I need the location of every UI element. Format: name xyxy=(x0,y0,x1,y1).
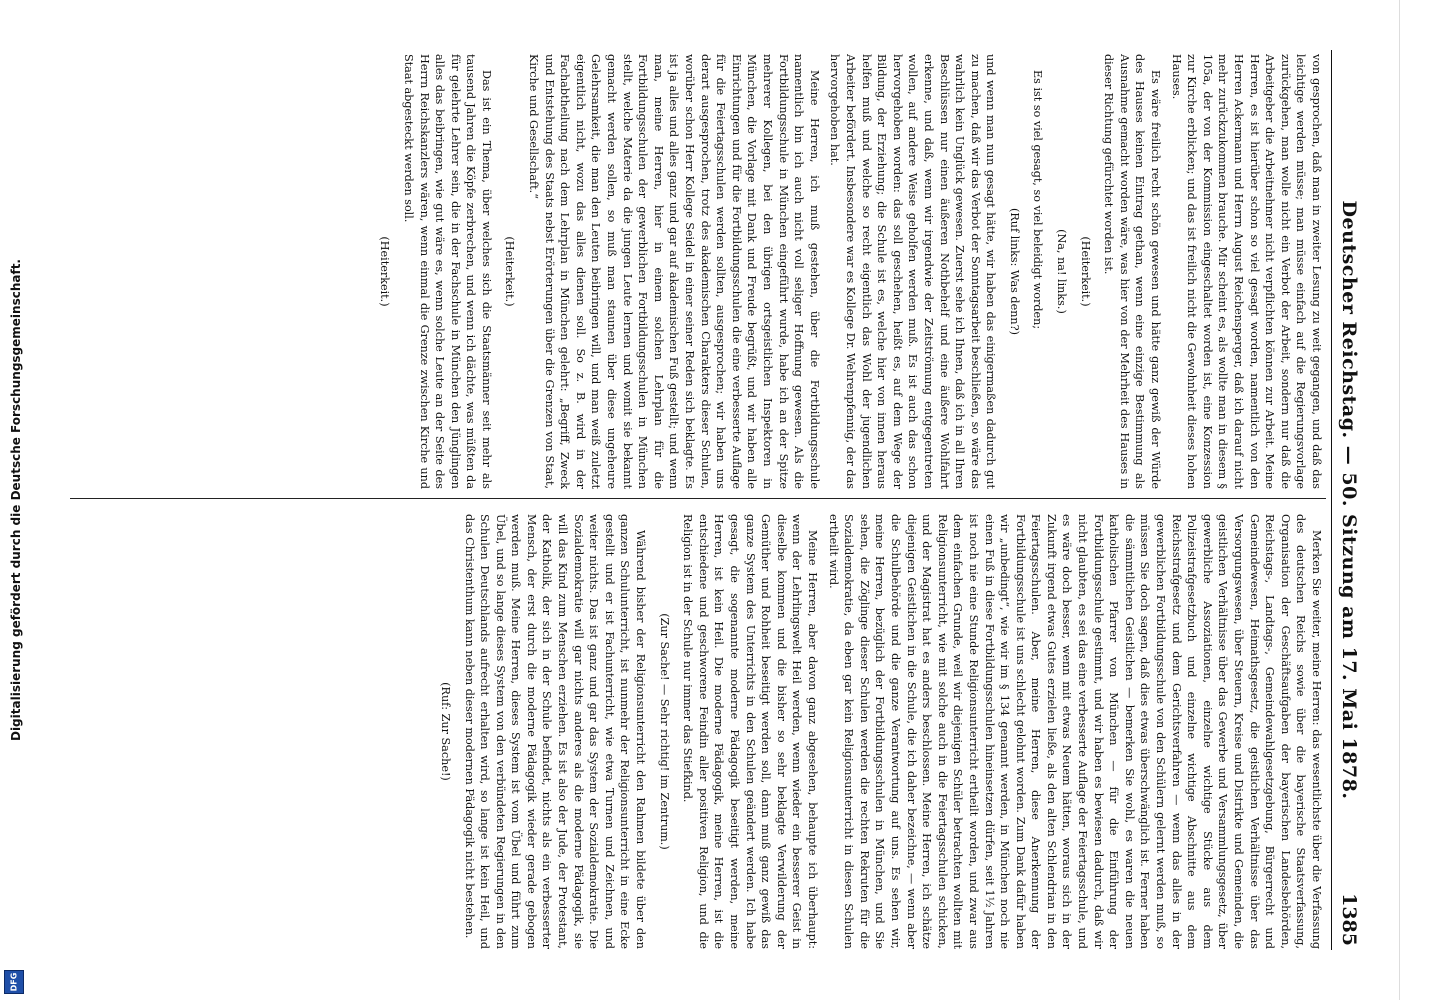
paragraph: und wenn man nun gesagt hätte, wir haben das einigermaßen dadurch gut zu machen, daß wir das Verbot der Sonntagsarbeit beschließen, so wäre das wahrlich kein Unglück gewesen. Zuerst sehe ich Ihnen, daß ich in all Ihren Beschlüssen nur einen äußeren Nothbehelf und eine äußere Wohlfahrt erkenne, und daß, wenn wir irgendwie der Zeitströmung entgegentreten wollen, auf andere Weise geholfen werden muß. Es ist auch das schon hervorgehoben worden: das soll geschehen, heißt es, auf dem Wege der Bildung, der Erziehung; die Schule ist es, welche hier von innen heraus helfen muß und welche so recht eigentlich das Wohl der jugendlichen Arbeiter befördert. Insbesondere war es Kollege Dr. Wehrenpfennig, der das hervorgehoben hat. xyxy=(828,54,998,489)
paragraph: Es wäre freilich recht schön gewesen und hätte ganz gewiß der Würde des Hauses keinen Eintrag gethan, wenn eine einzige Bestimmung als Ausnahme gemacht worden wäre, was hier von der Mehrheit des Hauses in dieser Richtung gefürchtet worden ist. xyxy=(1102,54,1163,489)
paragraph: Meine Herren, ich muß gestehen, über die Fortbildungsschule namentlich bin ich auch nicht voll seliger Hoffnung gewesen. Als die Fortbildungsschule in München eingeführt wurde, habe ich an der Spitze mehrerer Kollegen, bei den übrigen ortsgeistlichen Inspektoren in München, die Vorlage mit Dank und Freude begrüßt, und wir haben alle Einrichtungen und für die Fortbildungsschulen die eine verbesserte Auflage für die Feiertagsschulen werden sollten, ausgesprochen; wir haben uns derart ausgesprochen, trotz des akademischen Charakters dieser Schulen, worüber schon Herr Kollege Seidel in einer seiner Reden sich beklagte. Es ist ja alles und alles ganz und gar auf akademischen Fuß gestellt; und wenn man, meine Herren, hier in einem solchen Lehrplan für die Fortbildungsschulen der gewerblichen Fortbildungsschulen in München stellt, welche Materie da die jungen Leute lernen und womit sie bekannt gemacht werden sollen, so muß man staunen über diese ungeheure Gelehrsamkeit, die man den Leuten beibringen will, und man weiß zuletzt eigentlich nicht, wozu das alles dienen soll. So z. B. wird in der Fachabtheilung nach dem Lehrplan in München gelehrt: „Begriff, Zweck und Entstehung des Staats nebst Erörterungen über die Grenzen von Staat, Kirche und Gesellschaft.“ xyxy=(527,54,821,489)
interjection: (Heiterkeit.) xyxy=(378,236,392,307)
interjection: (Zur Sache! — Sehr richtig! im Zentrum.) xyxy=(657,613,671,850)
paragraph: Das ist ein Thema, über welches sich die Staatsmänner seit mehr als tausend Jahren die Köpfe zerbrechen, und wenn ich dächte, was müßten da für gelehrte Lehrer sein, die in der Fachschule in München den Jünglingen alles das beibringen, wie gut wäre es, wenn solche Leute an der Seite des Herrn Reichskanzlers wären, wenn einmal die Grenze zwischen Kirche und Staat abgesteckt werden soll. xyxy=(401,54,493,489)
interjection: (Heiterkeit.) xyxy=(1078,236,1092,307)
interjection: (Ruf links: Was denn?) xyxy=(1007,208,1021,335)
paragraph: Merken Sie weiter, meine Herren: das wesentlichste über die Verfassung des deutschen Reichs sowie über die bayerische Staatsverfassung, Organisation der Geschäftsaufgaben der bayerischen Landesbehörden, Reichstags-, Landtags-, Gemeindewahlgesetzgebung, Bürgerrecht und Gemeindewesen, Heimathsgesetz, die geistlichen Verhältnisse über das Versorgungswesen, über Steuern, Kreise und Distrikte und Gemeinden, die geistlichen Verhältnisse über das Gewerbe und Versammlungsgesetz, über gewerbliche Assoziationen, einzelne wichtige Stücke aus dem Polizeistrafgesetzbuch und einzelne wichtige Abschnitte aus dem Reichsstrafgesetz und dem Gerichtsverfahren — wenn das alles in der gewerblichen Fortbildungsschule von den Schülern gelernt werden muß, so müssen Sie doch sagen, daß dies etwas überschwänglich ist. Ferner haben die sämmtlichen Geistlichen — bemerken Sie wohl, es waren die neuen katholischen Pfarrer von München — für die Einführung der Fortbildungsschule gestimmt, und wir haben es bewiesen dadurch, daß wir nicht glaubten, es sei das eine verbesserte Auflage der Feiertagsschule, und es wäre doch besser, wenn mit etwas Neuem hätten, woraus sich in der Zukunft irgend etwas Gutes erzielen ließe, als den alten Schlendrian in den Feiertagsschulen. Aber, meine Herren, diese Anerkennung der Fortbildungsschule ist uns schlecht gelohnt worden. Zum Dank dafür haben wir „unbedingt“, wie wir im § 134 genannt werden, in München noch nie einen Fuß in diese Fortbildungsschulen hineinsetzen dürfen, seit 1½ Jahren ist noch nie eine Stunde Religionsunterricht ertheilt worden, und zwar aus dem einfachen Grunde, weil wir diejenigen Schüler betrachten wollten mit Religionsunterricht, wie mit solche auch in die Feiertagsschulen schicken, und der Magistrat hat es anders beschlossen. Meine Herren, ich schätze diejenigen Geistlichen in die Schule, die ich daher bezeichne, — wenn aber die Schulbehörde und die ganze Verantwortung auf uns. Es sehen wir, meine Herren, bezüglich der Fortbildungsschulen in München, und Sie sehen, die Zöglinge dieser Schulen werden die rechten Rekruten für die Sozialdemokratie, da eben gar kein Religionsunterricht in diesen Schulen ertheilt wird. xyxy=(826,514,1323,949)
page-title: Deutscher Reichstag. — 50. Sitzung am 17. Mai 1878. xyxy=(1338,200,1360,800)
interjection: (Ruf: Zur Sache!) xyxy=(438,682,452,781)
rotated-page-content xyxy=(30,20,1370,980)
page-header xyxy=(1331,50,1362,950)
digitization-credit-strip xyxy=(0,0,32,1000)
dfg-logo-icon xyxy=(4,970,24,994)
paragraph: von gesprochen, daß man in zweiter Lesung zu weit gegangen, und daß das leichtige werden müsse; man müsse einfach auf die Regierungsvorlage zurückgehen, man wolle nicht ein Verbot der Arbeit, sondern nur daß die Arbeitgeber die Arbeitnehmer nicht verpflichten können zur Arbeit. Meine Herren, es ist hierüber schon so viel gesagt worden, namentlich von den Herren Ackermann und Herrn August Reichensperger, daß ich darauf nicht mehr zurückzukommen brauche. Mir scheint es, als wollte man in diesem § 105a, der von der Kommission eingeschaltet worden ist, eine Konzession zur Kirche erblicken; und das ist freilich nicht die Gewohnheit dieses hohen Hauses. xyxy=(1169,54,1323,489)
paragraph: Es ist so viel gesagt, so viel beleidigt worden; xyxy=(1031,70,1045,330)
dfg-logo-text: DFG xyxy=(9,972,19,992)
left-column xyxy=(70,54,1324,489)
interjection: (Heiterkeit.) xyxy=(503,236,517,307)
page-number: 1385 xyxy=(1338,893,1360,946)
interjection: (Na, na! links.) xyxy=(1055,229,1069,314)
column-divider xyxy=(70,498,1326,499)
paragraph: Während bisher der Religionsunterricht den Rahmen bildete über den ganzen Schulunterricht, ist nunmehr der Religionsunterricht in eine Ecke gestellt und er ist Fachunterricht, wie etwa Turnen und Zeichnen, und weiter nichts. Das ist ganz und gar das System der Sozialdemokratie. Die Sozialdemokratie will gar nichts anderes als die moderne Pädagogik, sie will das Kind zum Menschen erziehen. Es ist also der Jude, der Protestant, der Katholik, der sich in der Schule befindet, nichts als ein verbesserter Mensch, der erst durch die moderne Pädagogik wieder gerade gebogen werden muß. Meine Herren, dieses System ist vom Übel und führt zum Übel, und so lange dieses System von den verbündeten Regierungen in den Schulen Deutschlands aufrecht erhalten wird, so lange ist kein Heil, und das Christenthum kann neben dieser modernen Pädagogik nicht bestehen. xyxy=(462,514,648,949)
digitization-credit: Digitalisierung gefördert durch die Deutsche Forschungsgemeinschaft. xyxy=(9,259,23,742)
page-edge xyxy=(1399,0,1432,1000)
paragraph: Meine Herren, aber davon ganz abgesehen, behaupte ich überhaupt: wenn der Lehrlingswelt Heil werden, wenn wieder ein besserer Geist in dieselbe kommen und die bisher so sehr beklagte Verwilderung der Gemüther und Rohheit beseitigt werden soll, dann muß ganz gewiß das ganze System des Unterrichts in den Schulen geändert werden. Ich habe gesagt, die sogenannte moderne Pädagogik beseitigt werden, meine Herren, ist kein Heil. Die moderne Pädagogik, meine Herren, ist die entschiedene und geschworene Feindin aller positiven Religion, und die Religion ist in der Schule nur immer das Stiefkind. xyxy=(681,514,819,949)
right-column xyxy=(70,514,1324,949)
